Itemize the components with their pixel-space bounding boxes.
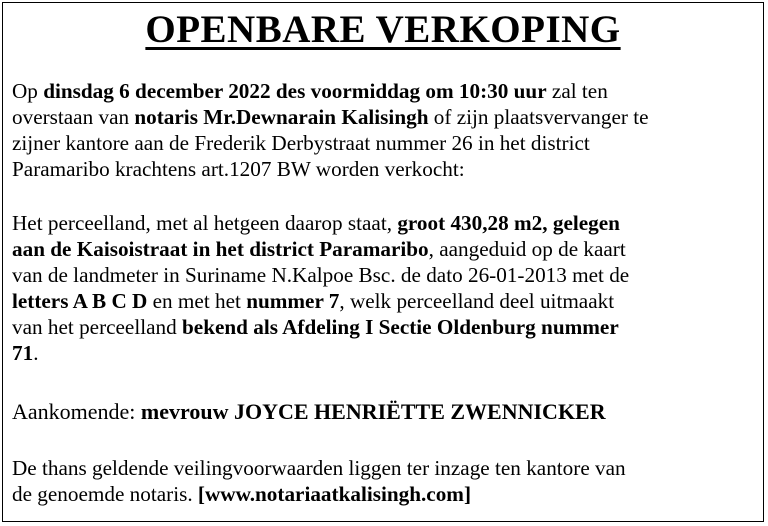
property-size-text: groot 430,28 m2, gelegen [397,211,620,235]
text-line: zijner kantore aan de Frederik Derbystraat nummer 26 in het district [12,131,590,155]
buyer-label: Aankomende: [12,399,141,424]
buyer-name: mevrouw JOYCE HENRIËTTE ZWENNICKER [140,399,606,424]
text-span: Het perceelland, met al hetgeen daarop staat, [12,211,398,235]
sale-details-paragraph [12,78,760,182]
text-line [12,236,760,262]
text-line [12,288,760,314]
title-text: OPENBARE VERKOPING [145,8,621,51]
notary-name-text: notaris Mr.Dewnarain Kalisingh [134,105,429,129]
text-span: zal ten [546,79,608,103]
text-line: van de landmeter in Suriname N.Kalpoe Bsc. de dato 26-01-2013 met de [12,263,630,287]
website-text: [www.notariaatkalisingh.com] [197,482,472,506]
property-letters-text: letters A B C D [12,289,148,313]
conditions-paragraph [12,455,760,507]
text-line [12,314,760,340]
text-line [12,210,760,236]
text-span: , welk perceelland deel uitmaakt [339,289,615,313]
announcement-title [3,7,763,52]
property-number-text: nummer 7 [246,289,340,313]
text-span: en met het [147,289,247,313]
text-line [12,104,760,130]
text-span: de genoemde notaris. [12,482,198,506]
text-span: van het perceelland [12,315,182,339]
sale-date-text: dinsdag 6 december 2022 des voormiddag om 10:30 uur [43,79,547,103]
announcement-frame [2,2,764,522]
text-line [12,481,760,507]
text-span: of zijn plaatsvervanger te [428,105,649,129]
text-line: De thans geldende veilingvoorwaarden liggen ter inzage ten kantore van [12,456,626,480]
text-span: , aangeduid op de kaart [428,237,626,261]
text-line [12,78,760,104]
section-text: bekend als Afdeling I Sectie Oldenburg nummer [182,315,619,339]
text-line [12,340,760,366]
property-description-paragraph [12,210,760,366]
text-span: . [33,341,39,365]
buyer-paragraph [12,399,760,425]
section-number-text: 71 [12,341,34,365]
text-span: Op [12,79,44,103]
property-location-text: aan de Kaisoistraat in het district Paramaribo [12,237,429,261]
text-line [12,399,760,425]
text-span: overstaan van [12,105,135,129]
text-line: Paramaribo krachtens art.1207 BW worden verkocht: [12,157,465,181]
